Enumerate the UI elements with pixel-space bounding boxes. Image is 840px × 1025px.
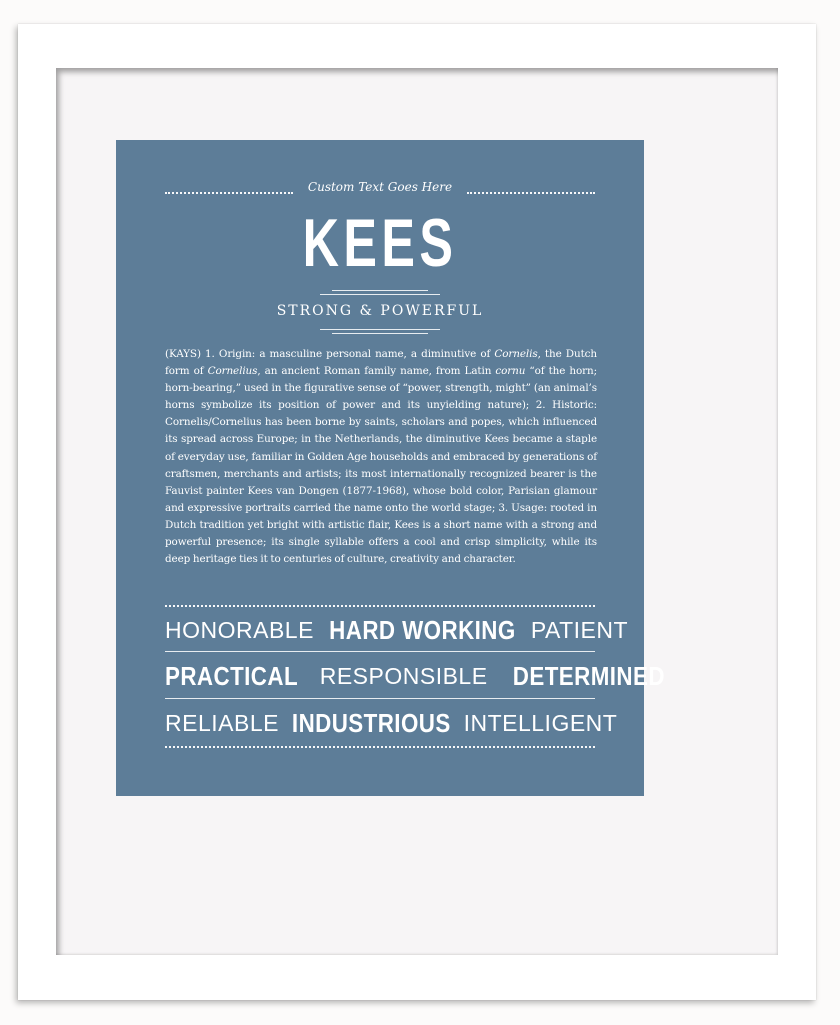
trait: HARD WORKING	[329, 615, 516, 645]
dotted-divider-traits-bottom	[165, 746, 595, 748]
dotted-divider-left	[165, 192, 293, 194]
custom-text: Custom Text Goes Here	[307, 180, 453, 194]
trait: RESPONSIBLE	[319, 663, 488, 689]
trait: HONORABLE	[165, 617, 314, 643]
trait: DETERMINED	[512, 661, 665, 691]
trait-divider	[165, 698, 595, 699]
trait: PATIENT	[530, 617, 629, 643]
trait-divider	[165, 651, 595, 652]
trait-row-2	[165, 658, 665, 694]
trait: RELIABLE	[165, 710, 279, 736]
name-meaning: STRONG & POWERFUL	[276, 303, 484, 319]
name-definition: (KAYS) 1. Origin: a masculine personal name, a diminutive of Cornelis, the Dutch form of Cornelius, an ancient Roman family name, from Latin cornu “of the horn; horn-bearing,” used in the figurative sense of “power, strength, might” (an animal’s horns symbolize its position of power and its unyielding nature); 2. Historic: Cornelis/Cornelius has been borne by saints, scholars and popes, which influenced its spread across Europe; in the Netherlands, the diminutive Kees became a staple of everyday use, familiar in Golden Age households and embraced by generations of craftsmen, merchants and artists; its most internationally recognized bearer is the Fauvist painter Kees van Dongen (1877-1968), whose bold color, Parisian glamour and expressive portraits carried the name onto the world stage; 3. Usage: rooted in Dutch tradition yet bright with artistic flair, Kees is a short name with a strong and powerful presence; its single syllable offers a cool and crisp simplicity, while its deep heritage ties it to centuries of culture, creativity and character.	[165, 348, 597, 566]
name-title: KEES	[302, 205, 458, 281]
custom-text-row	[165, 180, 595, 202]
trait: INTELLIGENT	[463, 710, 618, 736]
picture-frame	[18, 24, 816, 1000]
rule-bottom-1	[320, 329, 440, 330]
rule-top-2	[320, 294, 440, 295]
trait-row-3	[165, 705, 618, 741]
trait: INDUSTRIOUS	[291, 708, 451, 738]
trait-row-1	[165, 612, 629, 648]
dotted-divider-traits-top	[165, 605, 595, 607]
rule-bottom-2	[332, 333, 428, 334]
dotted-divider-right	[467, 192, 595, 194]
name-print	[116, 140, 665, 796]
trait: PRACTICAL	[165, 661, 299, 691]
rule-top-1	[332, 290, 428, 291]
